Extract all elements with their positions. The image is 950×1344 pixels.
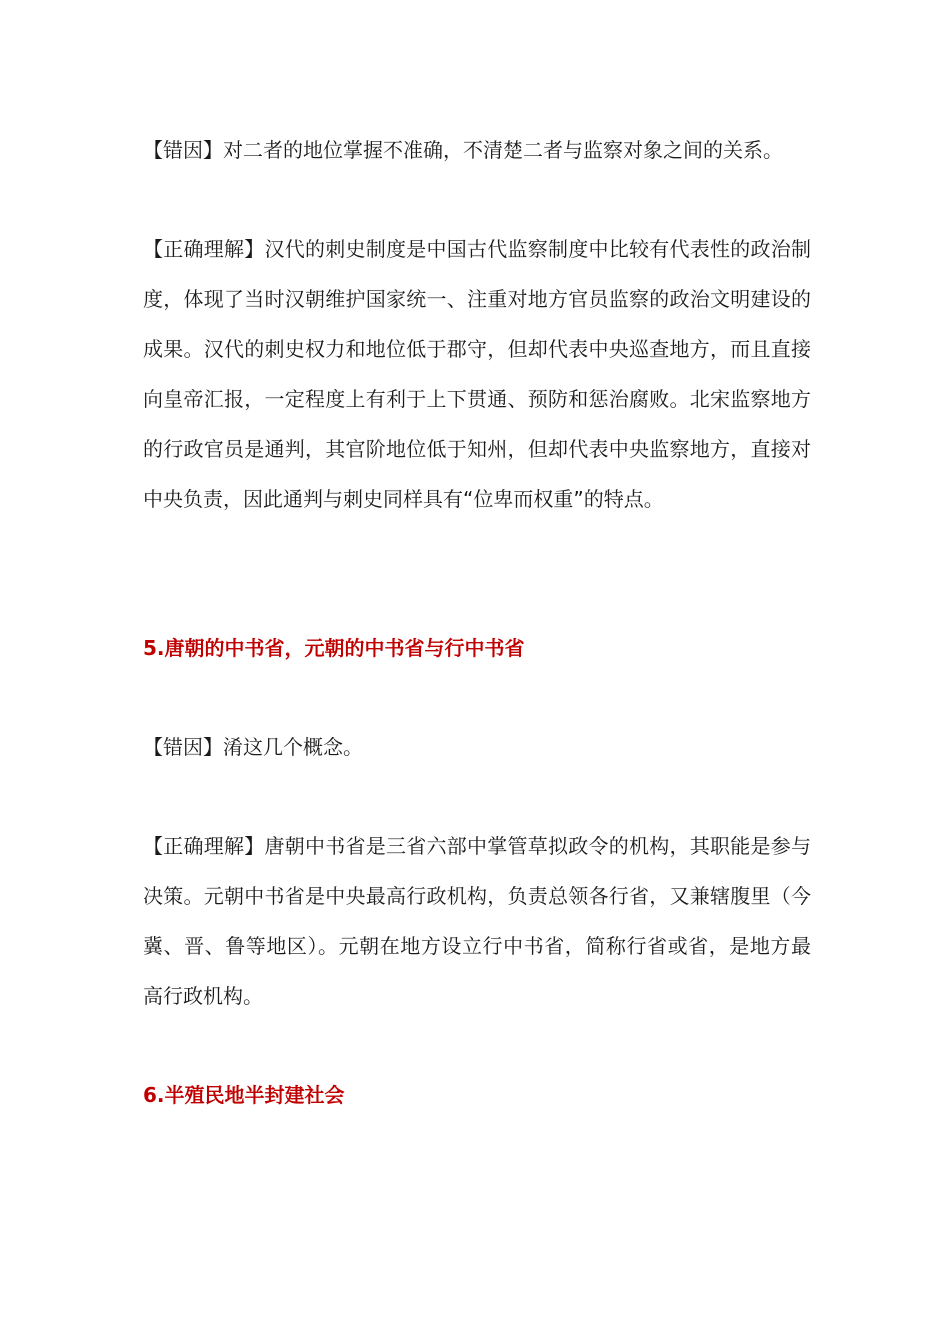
section5-error-cause: 【错因】淆这几个概念。 bbox=[143, 735, 363, 759]
section5-correct-understanding: 【正确理解】唐朝中书省是三省六部中掌管草拟政令的机构，其职能是参与决策。元朝中书省是中央最高行政机构，负责总领各行省，又兼辖腹里（今冀、晋、鲁等地区）。元朝在地方设立行中书省，简称行省或省，是地方最高行政机构。 bbox=[143, 834, 811, 1008]
section5-heading: 5.唐朝的中书省，元朝的中书省与行中书省 bbox=[143, 636, 525, 660]
section6-heading: 6.半殖民地半封建社会 bbox=[143, 1083, 345, 1107]
section4-error-cause: 【错因】对二者的地位掌握不准确，不清楚二者与监察对象之间的关系。 bbox=[143, 138, 783, 162]
section4-correct-understanding: 【正确理解】汉代的刺史制度是中国古代监察制度中比较有代表性的政治制度，体现了当时汉朝维护国家统一、注重对地方官员监察的政治文明建设的成果。汉代的刺史权力和地位低于郡守，但却代表中央巡查地方，而且直接向皇帝汇报，一定程度上有利于上下贯通、预防和惩治腐败。北宋监察地方的行政官员是通判，其官阶地位低于知州，但却代表中央监察地方，直接对中央负责，因此通判与刺史同样具有“位卑而权重”的特点。 bbox=[143, 237, 811, 511]
